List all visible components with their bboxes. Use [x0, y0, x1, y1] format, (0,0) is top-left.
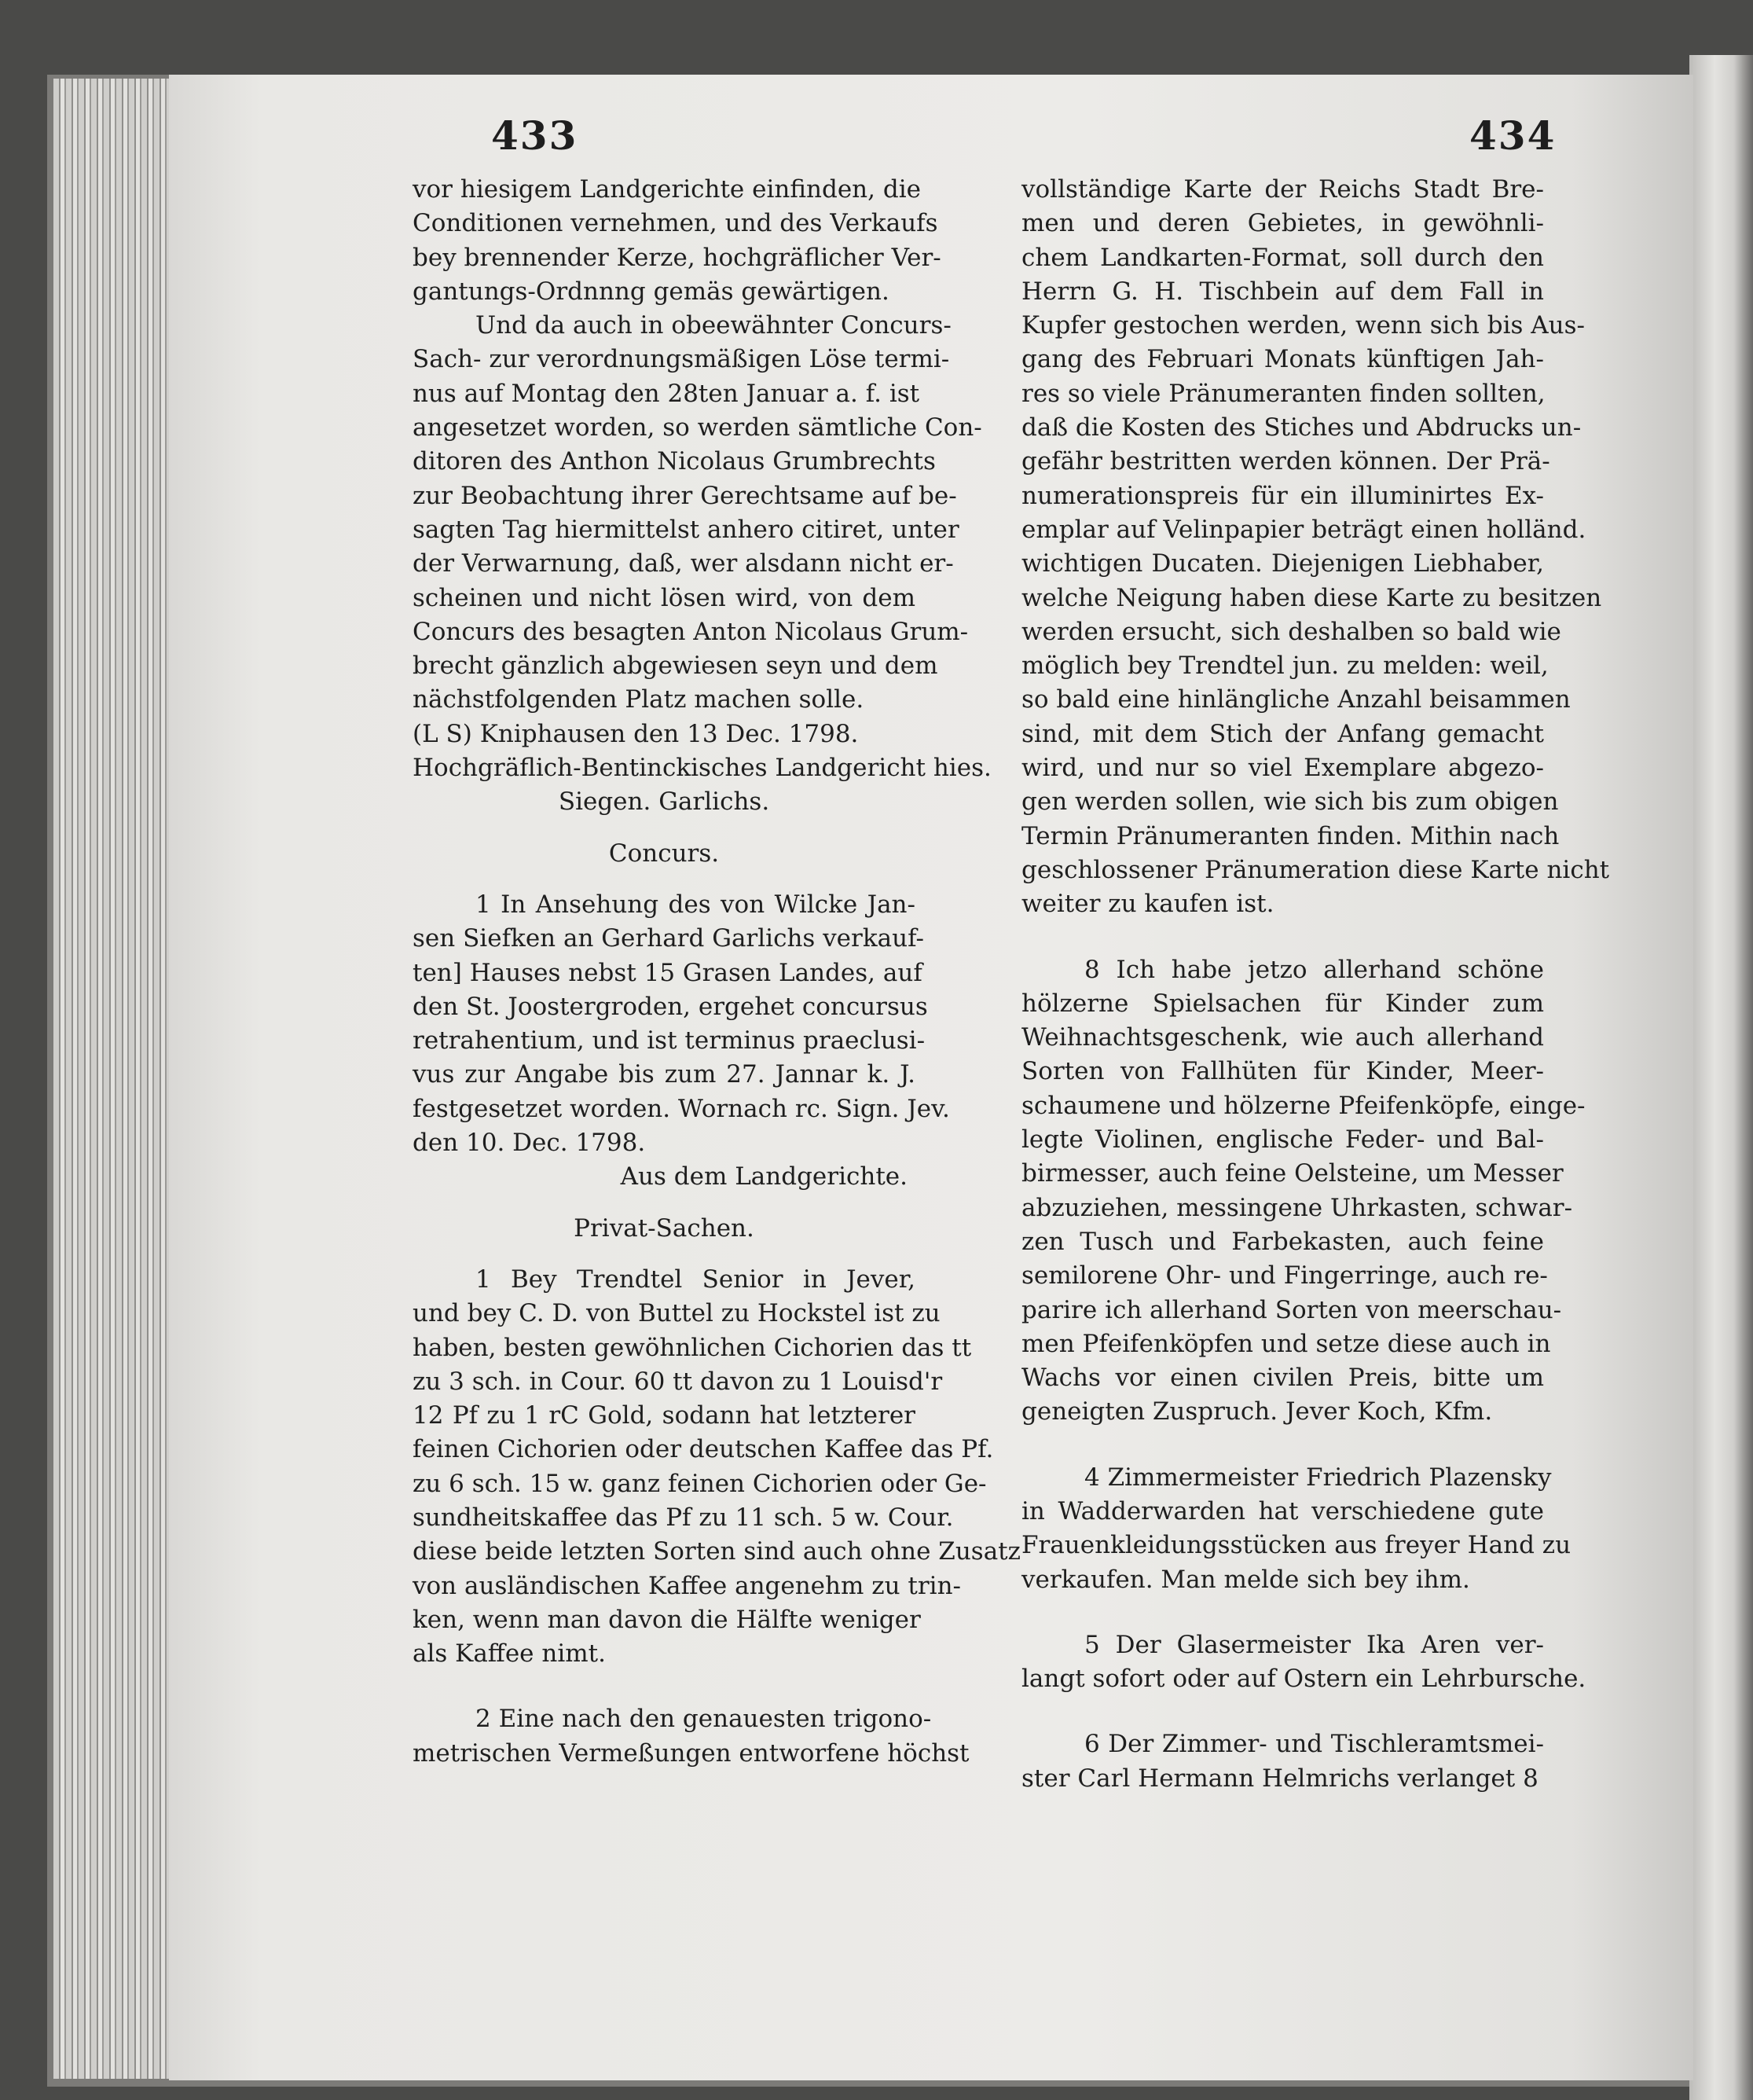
text-line: Siegen. Garlichs.: [558, 788, 770, 817]
text-line: ster Carl Hermann Helmrichs verlanget 8: [1021, 1764, 1538, 1793]
text-line: vollständige Karte der Reichs Stadt Bre-: [1021, 175, 1544, 204]
text-line: der Verwarnung, daß, wer alsdann nicht er-: [413, 549, 954, 578]
text-line: 5 Der Glasermeister Ika Aren ver-: [1084, 1630, 1544, 1659]
text-line: zu 3 sch. in Cour. 60 tt davon zu 1 Louisd'r: [413, 1367, 943, 1396]
text-line: scheinen und nicht lösen wird, von dem: [413, 583, 915, 612]
text-line: Kupfer gestochen werden, wenn sich bis Aus-: [1021, 311, 1585, 340]
text-line: brecht gänzlich abgewiesen seyn und dem: [413, 652, 938, 681]
right-column: [1021, 173, 1610, 1796]
text-line: so bald eine hinlängliche Anzahl beisammen: [1021, 685, 1571, 714]
text-line: den 10. Dec. 1798.: [413, 1129, 646, 1158]
text-line: Wachs vor einen civilen Preis, bitte um: [1021, 1364, 1544, 1393]
item4-text: [1021, 1461, 1571, 1597]
text-line: parire ich allerhand Sorten von meerschau-: [1021, 1295, 1562, 1324]
text-line: Und da auch in obeewähnter Concurs-: [475, 311, 952, 340]
text-line: ken, wenn man davon die Hälfte weniger: [413, 1605, 921, 1634]
item8-text: [1021, 953, 1586, 1430]
text-line: (L S) Kniphausen den 13 Dec. 1798.: [413, 719, 859, 748]
text-line: 2 Eine nach den genauesten trigono-: [475, 1705, 932, 1734]
text-line: vor hiesigem Landgerichte einfinden, die: [413, 175, 921, 204]
text-line: als Kaffee nimt.: [413, 1639, 606, 1669]
text-line: chem Landkarten-Format, soll durch den: [1021, 243, 1544, 272]
text-line: daß die Kosten des Stiches und Abdrucks un-: [1021, 413, 1582, 442]
concurs-signature: Aus dem Landgerichte.: [620, 1162, 908, 1191]
text-line: gen werden sollen, wie sich bis zum obigen: [1021, 788, 1559, 817]
item6-text: [1021, 1727, 1544, 1796]
text-line: festgesetzet worden. Wornach rc. Sign. Jev.: [413, 1094, 950, 1123]
text-line: 12 Pf zu 1 rC Gold, sodann hat letzterer: [413, 1401, 915, 1430]
text-line: haben, besten gewöhnlichen Cichorien das tt: [413, 1333, 972, 1362]
item5-text: [1021, 1628, 1586, 1697]
text-line: 1 In Ansehung des von Wilcke Jan-: [475, 890, 915, 919]
text-line: retrahentium, und ist terminus praeclusi-: [413, 1026, 926, 1056]
text-line: Hochgräflich-Bentinckisches Landgericht hies.: [413, 754, 992, 783]
text-line: legte Violinen, englische Feder- und Bal-: [1021, 1125, 1544, 1155]
text-line: zen Tusch und Farbekasten, auch feine: [1021, 1227, 1544, 1256]
text-line: geschlossener Pränumeration diese Karte nicht: [1021, 855, 1610, 884]
text-line: weiter zu kaufen ist.: [1021, 890, 1274, 919]
page-number-left: 433: [491, 112, 578, 159]
text-line: sen Siefken an Gerhard Garlichs verkauf-: [413, 924, 924, 953]
text-line: gantungs-Ordnnng gemäs gewärtigen.: [413, 277, 889, 306]
text-line: schaumene und hölzerne Pfeifenköpfe, einge-: [1021, 1091, 1586, 1120]
text-line: langt sofort oder auf Ostern ein Lehrbursche.: [1021, 1665, 1586, 1694]
text-line: sundheitskaffee das Pf zu 11 sch. 5 w. Cour.: [413, 1503, 954, 1532]
privat-heading: Privat-Sachen.: [574, 1213, 754, 1243]
text-line: wichtigen Ducaten. Diejenigen Liebhaber,: [1021, 549, 1544, 578]
text-line: nus auf Montag den 28ten Januar a. f. ist: [413, 379, 920, 408]
text-line: zur Beobachtung ihrer Gerechtsame auf be-: [413, 481, 957, 510]
text-line: vus zur Angabe bis zum 27. Jannar k. J.: [413, 1060, 915, 1089]
item2-text: [413, 1702, 970, 1771]
text-line: 4 Zimmermeister Friedrich Plazensky: [1084, 1463, 1552, 1492]
right-page-edge: [1689, 55, 1753, 2100]
page-number-right: 434: [1469, 112, 1557, 159]
text-line: metrischen Vermeßungen entworfene höchst: [413, 1738, 970, 1768]
text-line: geneigten Zuspruch. Jever Koch, Kfm.: [1021, 1397, 1493, 1426]
text-line: men Pfeifenköpfen und setze diese auch in: [1021, 1329, 1551, 1358]
text-line: gang des Februari Monats künftigen Jah-: [1021, 345, 1544, 374]
text-line: sind, mit dem Stich der Anfang gemacht: [1021, 719, 1544, 748]
text-line: Frauenkleidungsstücken aus freyer Hand zu: [1021, 1531, 1571, 1560]
text-line: birmesser, auch feine Oelsteine, um Messer: [1021, 1159, 1564, 1188]
text-line: ten] Hauses nebst 15 Grasen Landes, auf: [413, 958, 922, 987]
text-line: Conditionen vernehmen, und des Verkaufs: [413, 209, 938, 238]
page-edges: [53, 79, 179, 2079]
text-line: verkaufen. Man melde sich bey ihm.: [1021, 1565, 1470, 1594]
text-line: nächstfolgenden Platz machen solle.: [413, 685, 864, 714]
right-main-text: [1021, 173, 1610, 922]
text-line: Sorten von Fallhüten für Kinder, Meer-: [1021, 1057, 1544, 1086]
text-line: feinen Cichorien oder deutschen Kaffee das Pf.: [413, 1435, 994, 1464]
concurs-heading: Concurs.: [608, 839, 720, 868]
text-line: diese beide letzten Sorten sind auch ohne Zusatz: [413, 1537, 1021, 1566]
text-line: ditoren des Anthon Nicolaus Grumbrechts: [413, 447, 936, 476]
left-column: [413, 173, 1021, 1771]
text-line: den St. Joostergroden, ergehet concursus: [413, 992, 928, 1021]
text-line: 8 Ich habe jetzo allerhand schöne: [1084, 955, 1544, 984]
text-line: 6 Der Zimmer- und Tischleramtsmei-: [1084, 1730, 1544, 1759]
text-line: welche Neigung haben diese Karte zu besitzen: [1021, 583, 1602, 612]
left-main-text: [413, 173, 992, 820]
text-line: von ausländischen Kaffee angenehm zu trin-: [413, 1571, 962, 1600]
text-line: wird, und nur so viel Exemplare abgezo-: [1021, 754, 1544, 783]
text-line: in Wadderwarden hat verschiedene gute: [1021, 1496, 1544, 1525]
text-line: zu 6 sch. 15 w. ganz feinen Cichorien oder Ge-: [413, 1469, 987, 1498]
text-line: bey brennender Kerze, hochgräflicher Ver-: [413, 243, 941, 272]
text-line: Concurs des besagten Anton Nicolaus Grum-: [413, 617, 969, 646]
text-line: semilorene Ohr- und Fingerringe, auch re-: [1021, 1261, 1548, 1290]
text-line: gefähr bestritten werden können. Der Prä-: [1021, 447, 1550, 476]
text-line: Termin Pränumeranten finden. Mithin nach: [1021, 821, 1560, 850]
text-line: angesetzet worden, so werden sämtliche Con-: [413, 413, 982, 442]
text-line: möglich bey Trendtel jun. zu melden: weil,: [1021, 652, 1549, 681]
text-line: und bey C. D. von Buttel zu Hockstel ist zu: [413, 1299, 941, 1328]
text-line: men und deren Gebietes, in gewöhnli-: [1021, 209, 1544, 238]
text-line: abzuziehen, messingene Uhrkasten, schwar-: [1021, 1193, 1573, 1222]
concurs-text: [413, 888, 950, 1160]
text-line: numerationspreis für ein illuminirtes Ex-: [1021, 481, 1544, 510]
text-line: werden ersucht, sich deshalben so bald wie: [1021, 617, 1561, 646]
text-line: hölzerne Spielsachen für Kinder zum: [1021, 989, 1544, 1018]
book-spread: [169, 75, 1693, 2080]
text-line: Weihnachtsgeschenk, wie auch allerhand: [1021, 1023, 1544, 1052]
text-line: emplar auf Velinpapier beträgt einen holländ.: [1021, 515, 1586, 544]
text-line: 1 Bey Trendtel Senior in Jever,: [475, 1265, 915, 1294]
privat-text: [413, 1263, 1021, 1672]
text-line: Sach- zur verordnungsmäßigen Löse termi-: [413, 345, 950, 374]
text-line: res so viele Pränumeranten finden sollten,: [1021, 379, 1546, 408]
text-line: sagten Tag hiermittelst anhero citiret, unter: [413, 515, 959, 544]
text-line: Herrn G. H. Tischbein auf dem Fall in: [1021, 277, 1544, 306]
